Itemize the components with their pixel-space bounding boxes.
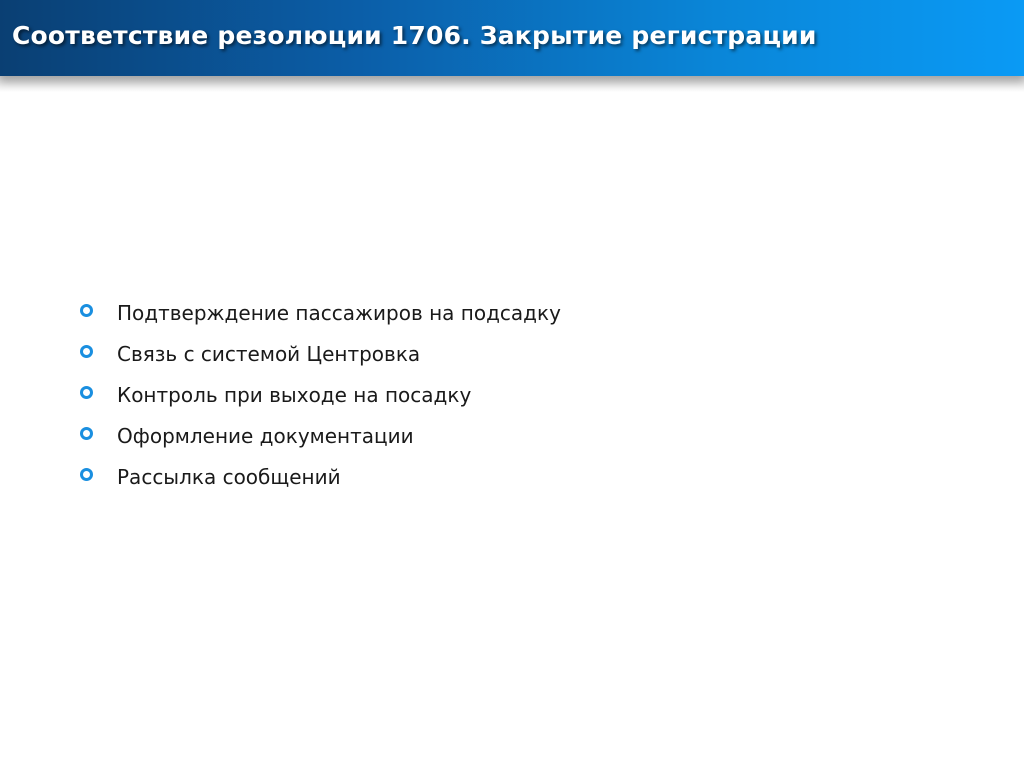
list-item [80,333,561,374]
bullet-text: Подтверждение пассажиров на подсадку [117,300,561,325]
slide-title: Соответствие резолюции 1706. Закрытие регистрации [12,21,817,50]
bullet-text: Контроль при выходе на посадку [117,382,472,407]
list-item [80,456,561,497]
circle-bullet-icon [80,345,93,358]
circle-bullet-icon [80,468,93,481]
circle-bullet-icon [80,386,93,399]
list-item [80,292,561,333]
title-bar-shadow [0,76,1024,92]
list-item [80,374,561,415]
circle-bullet-icon [80,427,93,440]
circle-bullet-icon [80,304,93,317]
bullet-text: Рассылка сообщений [117,464,341,489]
bullet-list [80,292,561,497]
bullet-text: Связь с системой Центровка [117,341,421,366]
list-item [80,415,561,456]
title-bar [0,0,1024,76]
bullet-text: Оформление документации [117,423,414,448]
